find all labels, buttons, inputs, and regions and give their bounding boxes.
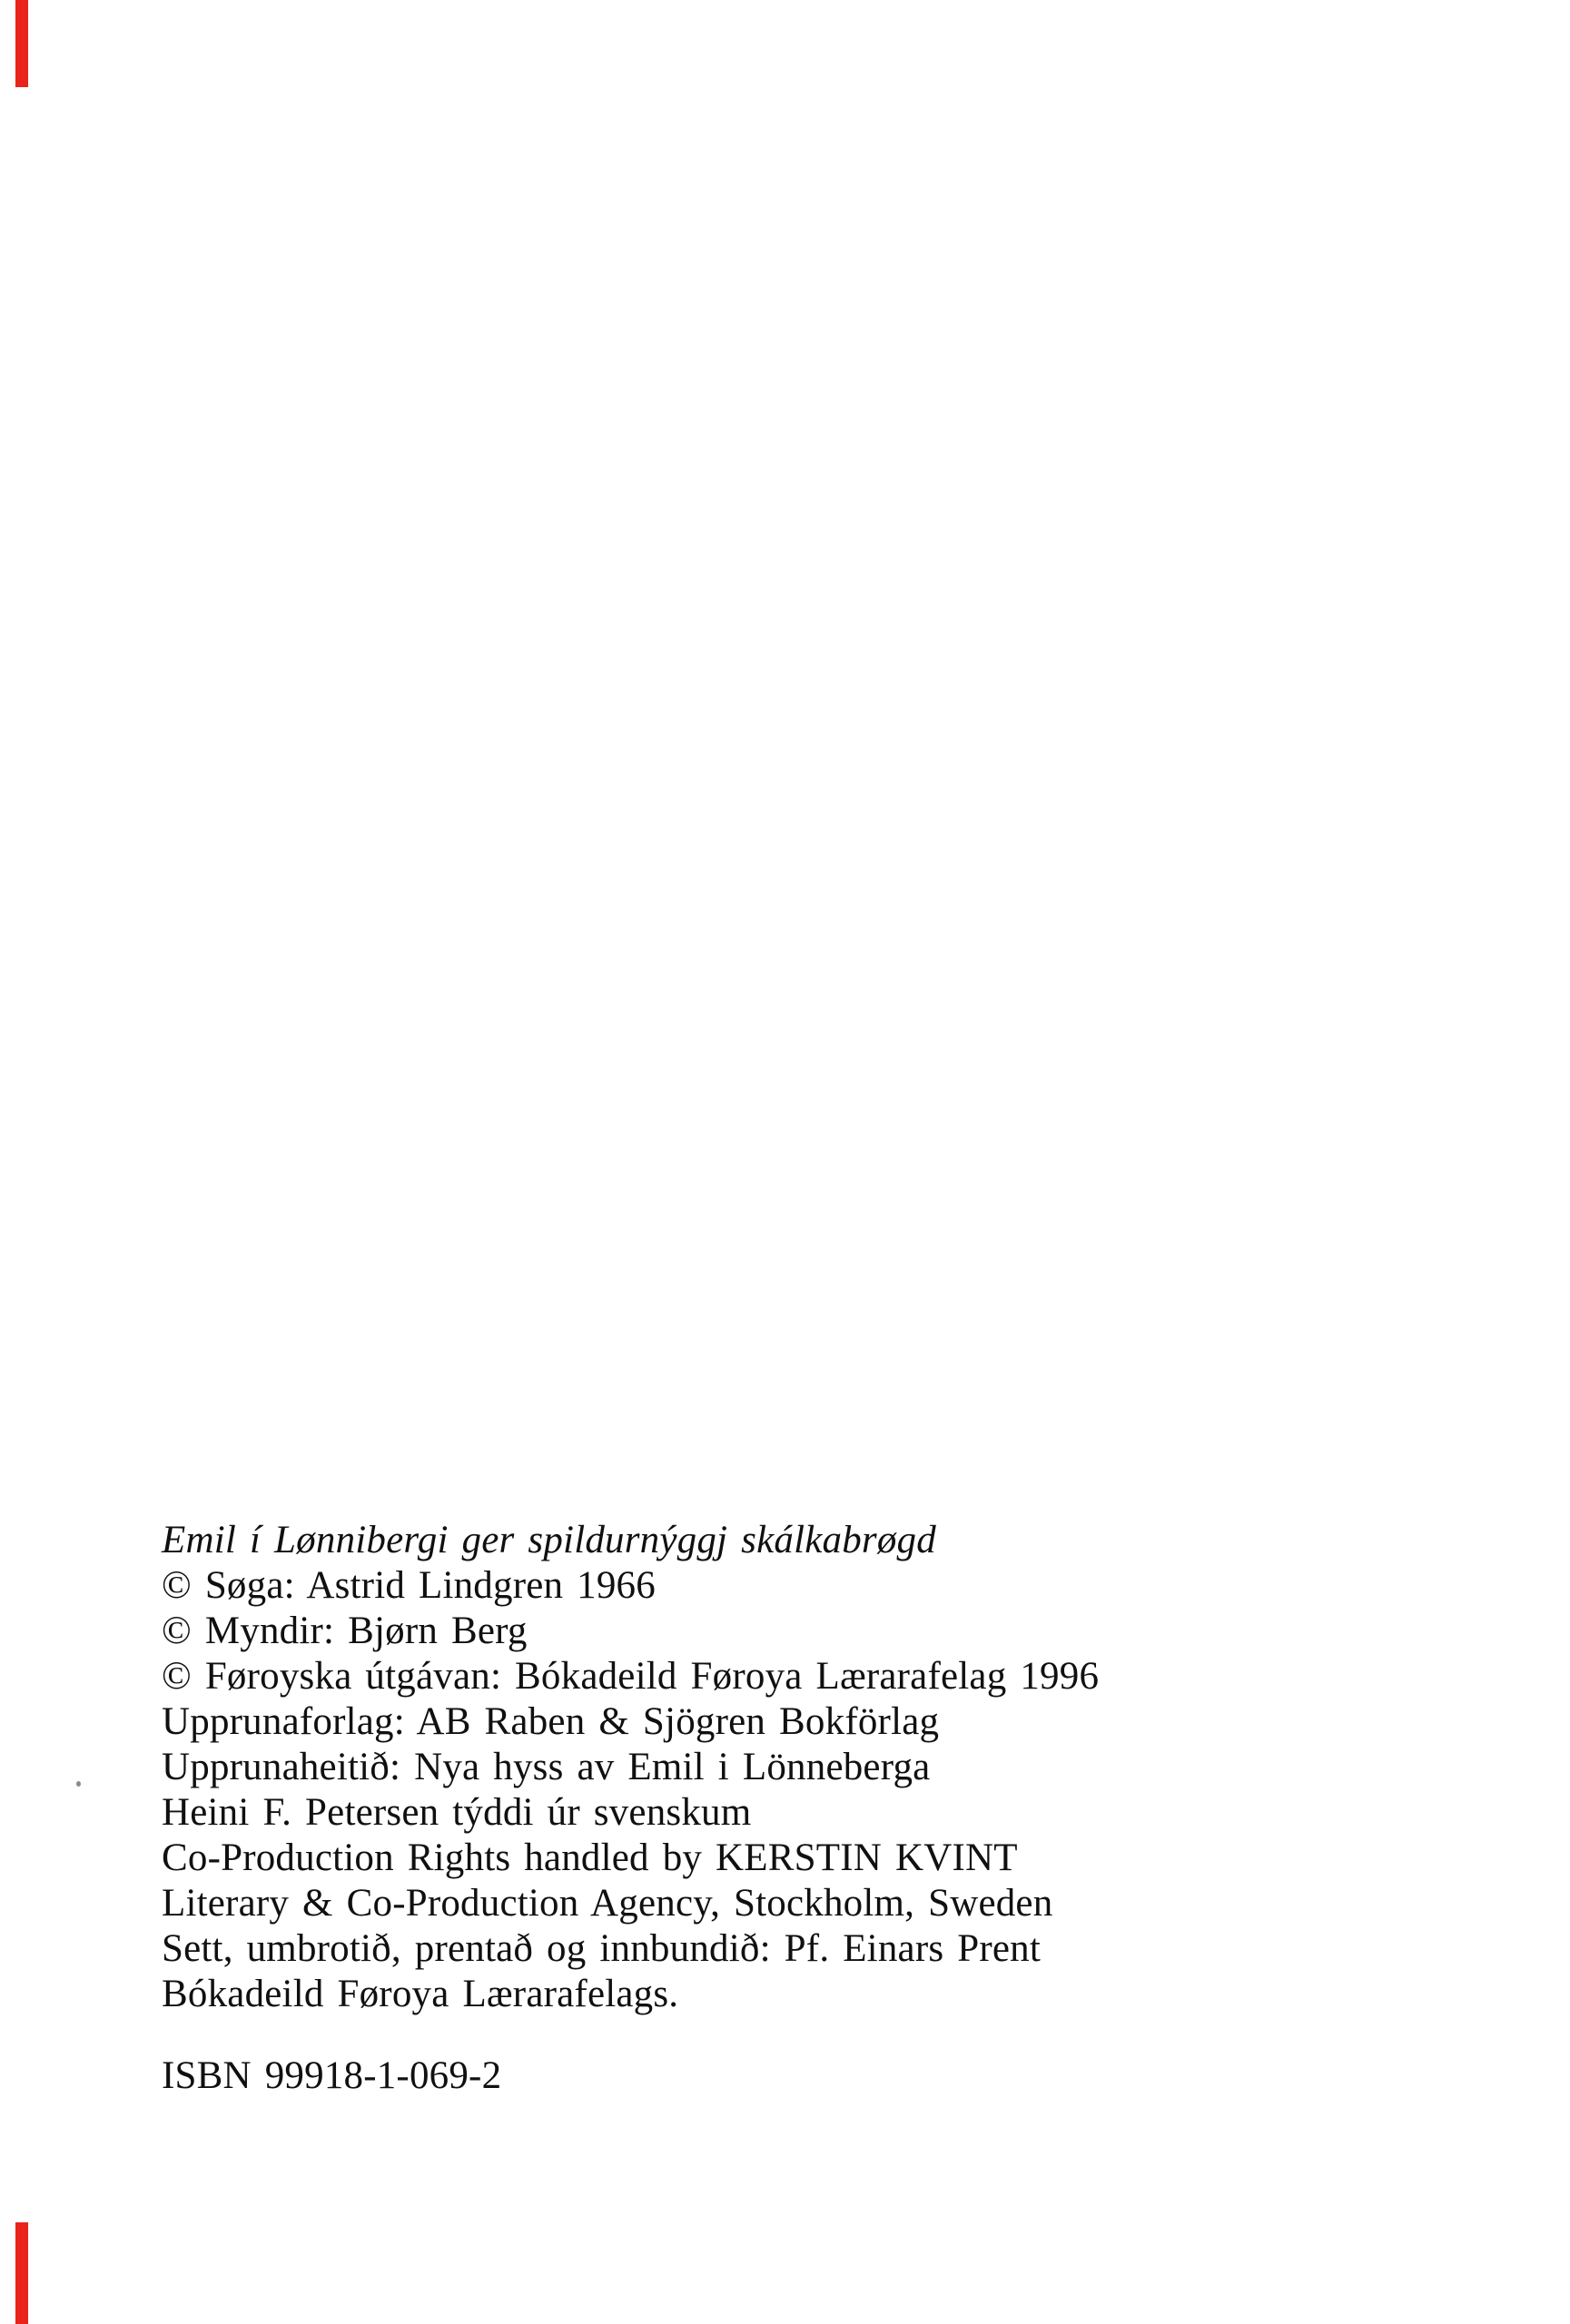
book-title-line: Emil í Lønnibergi ger spildurnýggj skálkabrøgd: [162, 1519, 936, 1561]
printer-line: Sett, umbrotið, prentað og innbundið: Pf. Einars Prent: [162, 1927, 1041, 1970]
rights-line: Co-Production Rights handled by KERSTIN KVINT: [162, 1837, 1018, 1879]
colophon: [162, 1518, 1342, 2099]
scan-mark-bottom: [15, 2222, 28, 2324]
copyright-story-line: © Søga: Astrid Lindgren 1966: [162, 1564, 656, 1607]
agency-line: Literary & Co-Production Agency, Stockholm, Sweden: [162, 1882, 1053, 1925]
original-title-line: Upprunaheitið: Nya hyss av Emil i Lönneberga: [162, 1746, 931, 1788]
copyright-pictures-line: © Myndir: Bjørn Berg: [162, 1610, 528, 1652]
copyright-edition-line: © Føroyska útgávan: Bókadeild Føroya Lærarafelag 1996: [162, 1655, 1100, 1698]
translator-line: Heini F. Petersen týddi úr svenskum: [162, 1791, 752, 1834]
scan-mark-top: [15, 0, 28, 87]
publisher-line: Bókadeild Føroya Lærarafelags.: [162, 1973, 679, 2015]
isbn-line: ISBN 99918-1-069-2: [162, 2054, 502, 2097]
original-publisher-line: Upprunaforlag: AB Raben & Sjögren Bokförlag: [162, 1700, 940, 1743]
ink-speck-artifact: [76, 1781, 81, 1787]
